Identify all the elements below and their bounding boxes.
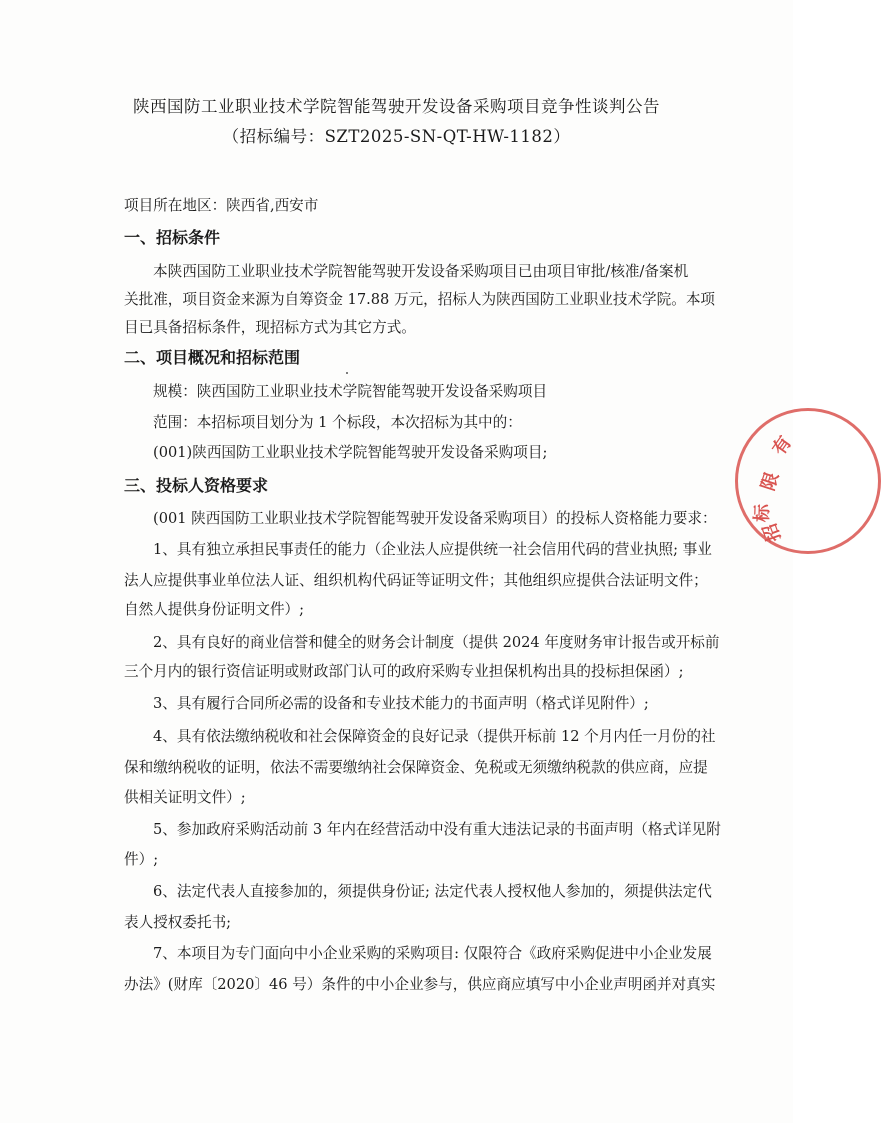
section3-line: 保和缴纳税收的证明，依法不需要缴纳社会保障资金、免税或无须缴纳税款的供应商，应提	[124, 759, 708, 776]
seal-char: 招	[759, 520, 786, 545]
section3-line: (001 陕西国防工业职业技术学院智能驾驶开发设备采购项目）的投标人资格能力要求：	[153, 510, 717, 527]
section3-line: 7、本项目为专门面向中小企业采购的采购项目: 仅限符合《政府采购促进中小企业发展	[153, 945, 712, 962]
section-heading-1: 一、招标条件	[124, 228, 221, 247]
section2-line: 范围：本招标项目划分为 1 个标段，本次招标为其中的：	[153, 414, 522, 431]
document-title: 陕西国防工业职业技术学院智能驾驶开发设备采购项目竞争性谈判公告	[133, 97, 660, 116]
section3-line: 5、参加政府采购活动前 3 年内在经营活动中没有重大违法记录的书面声明（格式详见附	[153, 821, 721, 838]
section3-line: 1、具有独立承担民事责任的能力（企业法人应提供统一社会信用代码的营业执照; 事业	[153, 541, 712, 558]
section2-line: (001)陕西国防工业职业技术学院智能驾驶开发设备采购项目;	[153, 444, 548, 461]
seal-char: 标	[751, 503, 774, 523]
section1-line: 目已具备招标条件，现招标方式为其它方式。	[124, 319, 416, 336]
section3-line: 自然人提供身份证明文件）;	[124, 601, 305, 618]
tender-code: （招标编号：SZT2025-SN-QT-HW-1182）	[222, 127, 571, 146]
section3-line: 供相关证明文件）;	[124, 789, 246, 806]
section3-line: 法人应提供事业单位法人证、组织机构代码证等证明文件；其他组织应提供合法证明文件；	[124, 572, 708, 589]
section1-line: 本陕西国防工业职业技术学院智能驾驶开发设备采购项目已由项目审批/核准/备案机	[153, 263, 689, 280]
stray-mark	[346, 372, 348, 374]
section-heading-2: 二、项目概况和招标范围	[124, 348, 301, 367]
section3-line: 三个月内的银行资信证明或财政部门认可的政府采购专业担保机构出具的投标担保函）;	[124, 663, 684, 680]
section1-line: 关批准，项目资金来源为自筹资金 17.88 万元，招标人为陕西国防工业职业技术学院。本项	[124, 291, 716, 308]
section3-line: 件）;	[124, 851, 159, 868]
section3-line: 表人授权委托书;	[124, 914, 232, 931]
section3-line: 2、具有良好的商业信誉和健全的财务会计制度（提供 2024 年度财务审计报告或开标前	[153, 634, 720, 651]
section3-line: 3、具有履行合同所必需的设备和专业技术能力的书面声明（格式详见附件）;	[153, 695, 649, 712]
project-location: 项目所在地区：陕西省,西安市	[124, 197, 319, 214]
section-heading-3: 三、投标人资格要求	[124, 476, 269, 495]
section2-line: 规模：陕西国防工业职业技术学院智能驾驶开发设备采购项目	[153, 383, 548, 400]
seal-char: 限	[757, 469, 784, 494]
seal-char: 有	[768, 432, 796, 460]
section3-line: 4、具有依法缴纳税收和社会保障资金的良好记录（提供开标前 12 个月内任一月份的社	[153, 728, 716, 745]
section3-line: 办法》(财库〔2020〕46 号）条件的中小企业参与，供应商应填写中小企业声明函并对真实	[124, 976, 716, 993]
section3-line: 6、法定代表人直接参加的，须提供身份证; 法定代表人授权他人参加的，须提供法定代	[153, 883, 712, 900]
